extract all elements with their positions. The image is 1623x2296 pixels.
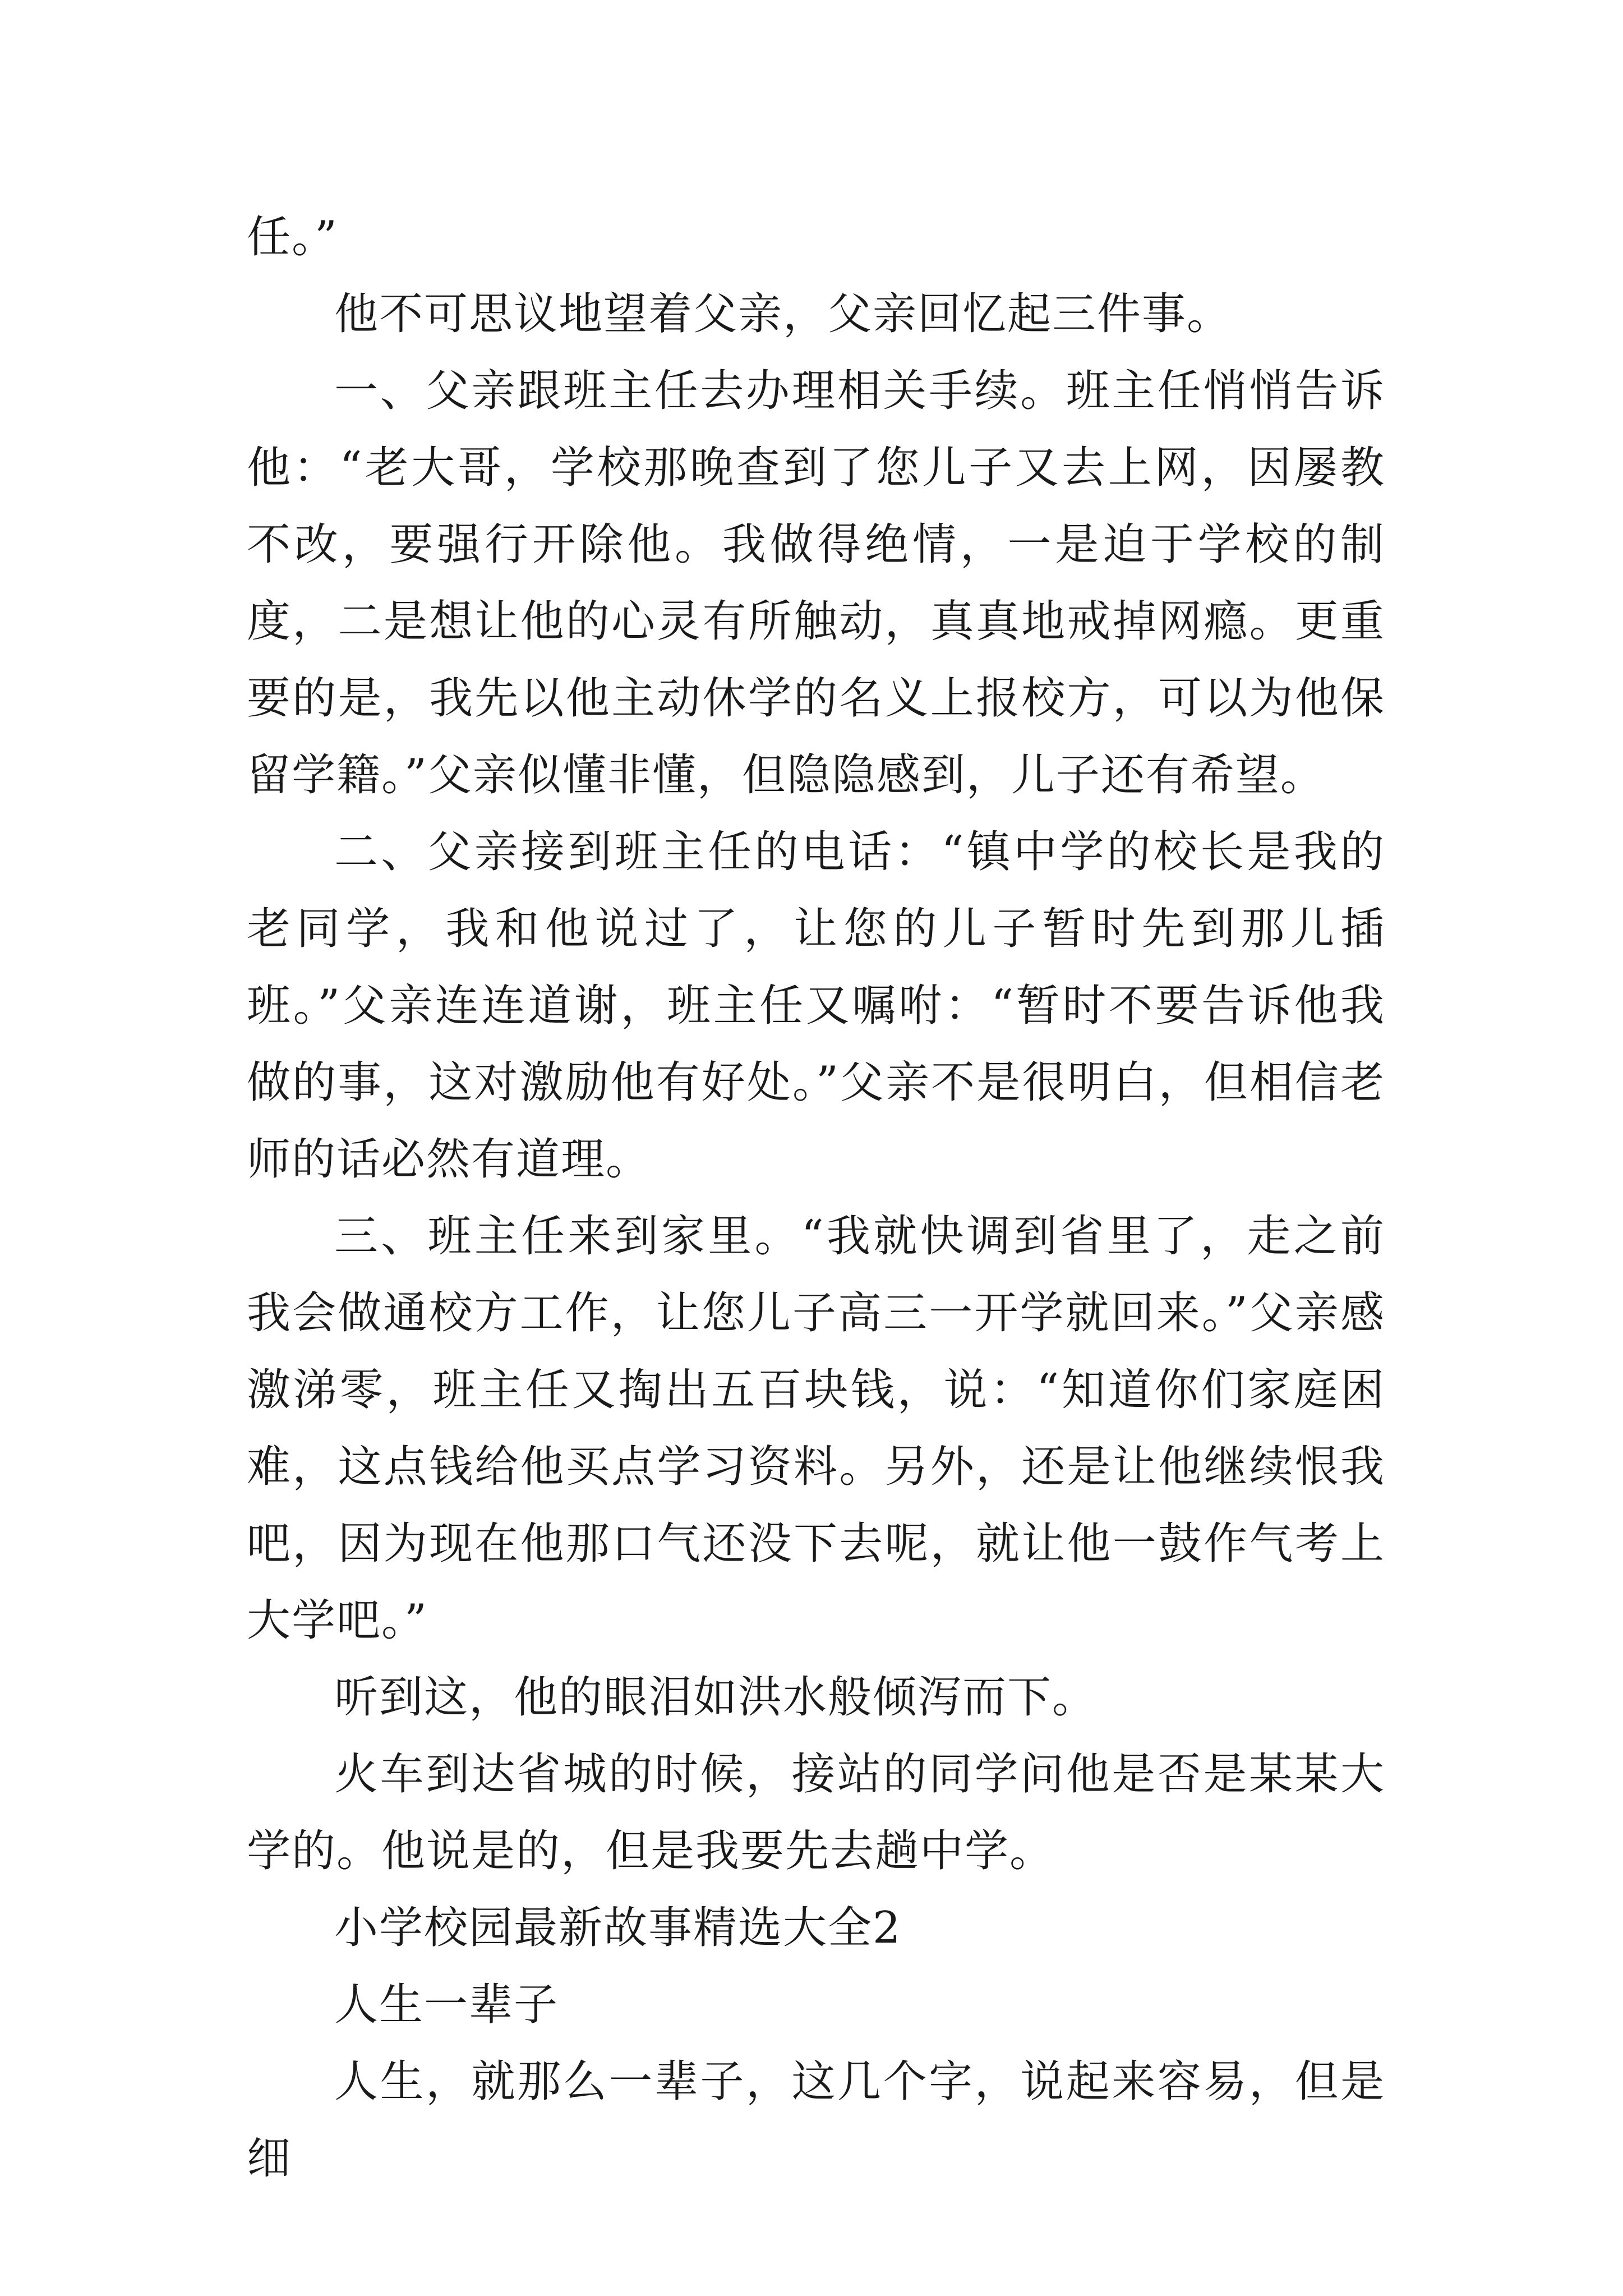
story-title: 人生一辈子 <box>334 1980 559 2030</box>
paragraph-event-one: 一、父亲跟班主任去办理相关手续。班主任悄悄告诉他：“老大哥，学校那晚查到了您儿子又去上网，因屡教不改，要强行开除他。我做得绝情，一是迫于学校的制度，二是想让他的心灵有所触动，真真地戒掉网瘾。更重要的是，我先以他主动休学的名义上报校方，可以为他保留学籍。”父亲似懂非懂，但隐隐感到，儿子还有希望。 <box>247 366 1385 800</box>
paragraph-arrival: 火车到达省城的时候，接站的同学问他是否是某某大学的。他说是的，但是我要先去趟中学。 <box>247 1749 1385 1876</box>
paragraph-life: 人生，就那么一辈子，这几个字，说起来容易，但是细 <box>247 2056 1385 2184</box>
paragraph-tears: 听到这，他的眼泪如洪水般倾泻而下。 <box>334 1672 1098 1723</box>
paragraph-intro: 他不可思议地望着父亲，父亲回忆起三件事。 <box>334 289 1232 339</box>
section-title: 小学校园最新故事精选大全2 <box>334 1903 902 1953</box>
document-body <box>247 199 1385 2197</box>
paragraph-continuation: 任。” <box>247 212 338 263</box>
paragraph-event-two: 二、父亲接到班主任的电话：“镇中学的校长是我的老同学，我和他说过了，让您的儿子暂时先到那儿插班。”父亲连连道谢，班主任又嘱咐：“暂时不要告诉他我做的事，这对激励他有好处。”父亲不是很明白，但相信老师的话必然有道理。 <box>247 827 1385 1185</box>
paragraph-event-three: 三、班主任来到家里。“我就快调到省里了，走之前我会做通校方工作，让您儿子高三一开学就回来。”父亲感激涕零，班主任又掏出五百块钱，说：“知道你们家庭困难，这点钱给他买点学习资料。另外，还是让他继续恨我吧，因为现在他那口气还没下去呢，就让他一鼓作气考上大学吧。” <box>247 1211 1385 1646</box>
